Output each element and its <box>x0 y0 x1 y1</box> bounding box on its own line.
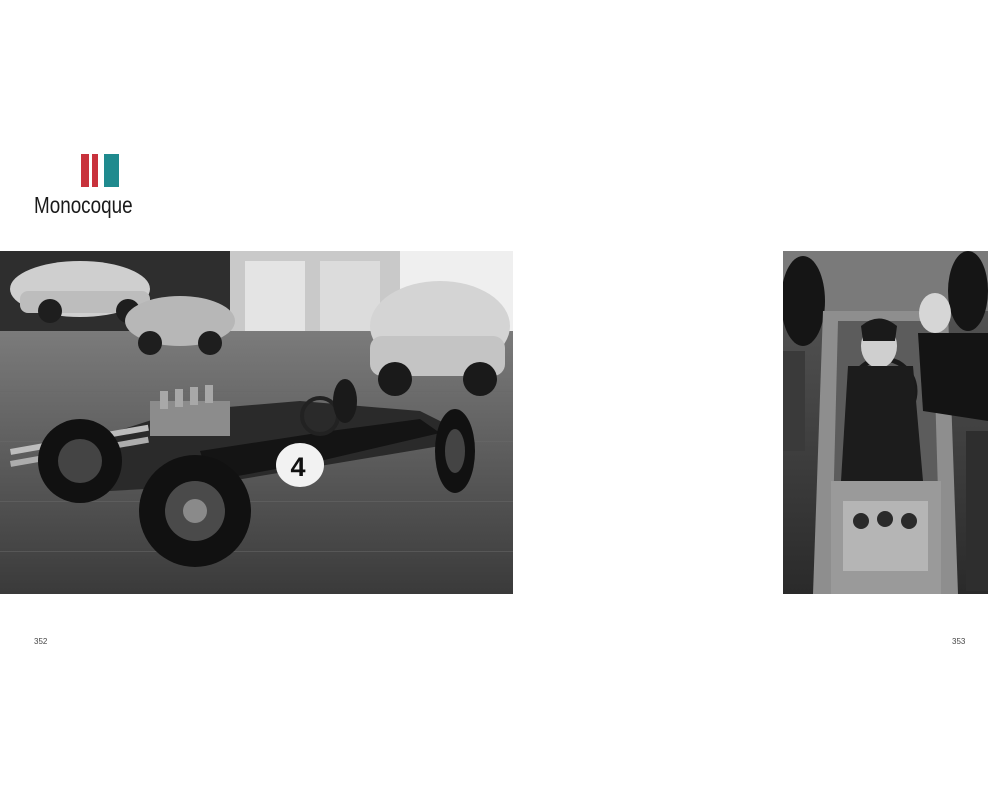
marker-bar-red-thin <box>92 154 98 187</box>
page-number-right: 353 <box>952 637 966 646</box>
race-number: 4 <box>290 452 306 482</box>
photo-lotus-garage <box>0 251 513 594</box>
chapter-title: Monocoque <box>34 192 133 218</box>
marker-bar-red <box>81 154 89 187</box>
photo-lotus-garage-image <box>0 251 513 594</box>
marker-bar-teal <box>104 154 119 187</box>
photo-driver-cockpit <box>783 251 988 594</box>
photo-driver-cockpit-image <box>783 251 988 594</box>
page-number-left: 352 <box>34 637 48 646</box>
